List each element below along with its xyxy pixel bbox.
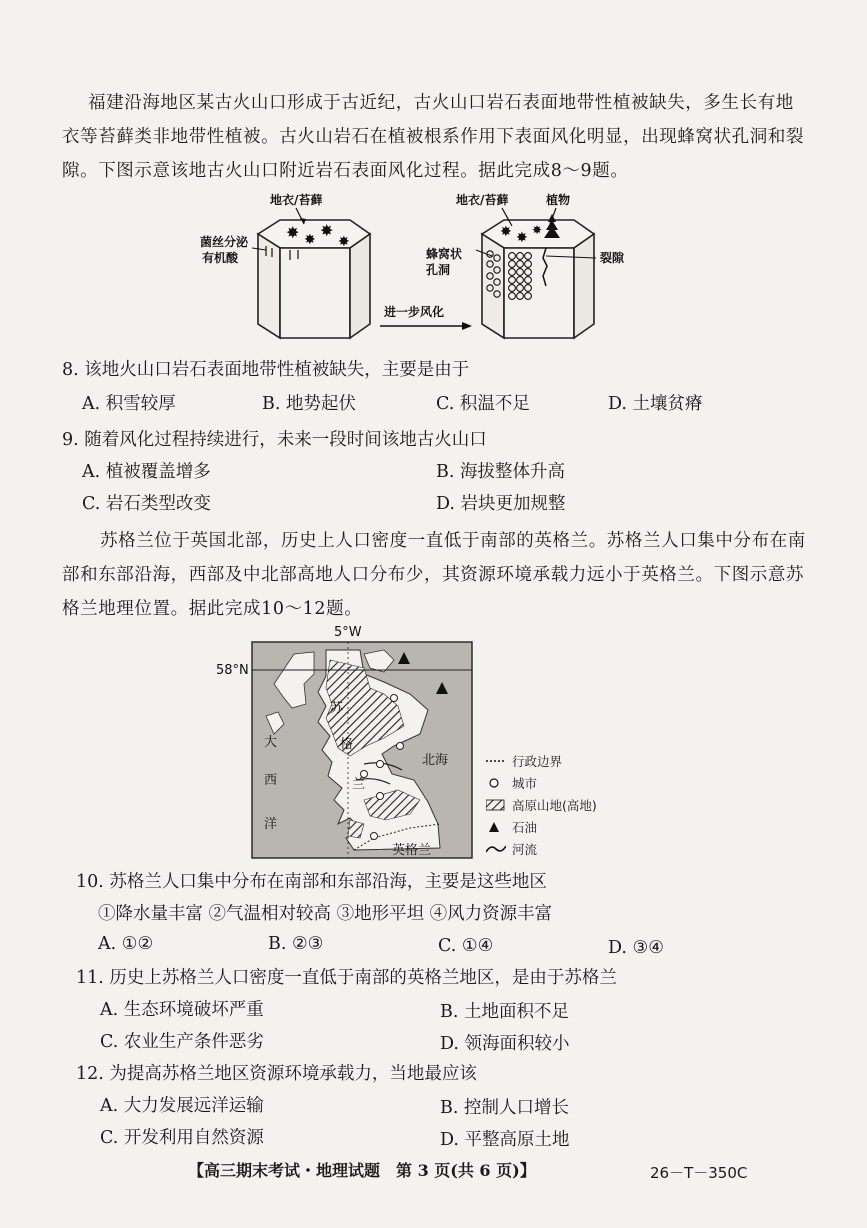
intro2-line1: 苏格兰位于英国北部，历史上人口密度一直低于南部的英格兰。苏格兰人口集中分布在南	[100, 531, 806, 551]
weathering-diagram	[200, 186, 660, 350]
page-footer: 【高三期末考试・地理试题 第 3 页(共 6 页)】	[188, 1161, 536, 1180]
intro1-line2: 衣等苔藓类非地带性植被。古火山岩石在植被根系作用下表面风化明显，出现蜂窝状孔洞和裂	[62, 127, 805, 147]
moss-icon: ✸	[320, 221, 334, 240]
intro2-line3: 格兰地理位置。据此完成10～12题。	[62, 599, 363, 619]
legend-label: 城市	[512, 776, 538, 791]
q10-option-b: B. ②③	[268, 934, 324, 954]
legend-item	[486, 794, 597, 816]
intro1-line1: 福建沿海地区某古火山口形成于古近纪，古火山口岩石表面地带性植被缺失，多生长有地	[88, 93, 794, 113]
right-crack-label: 裂隙	[600, 251, 625, 265]
city-icon	[391, 695, 398, 702]
q8-option-c: C. 积温不足	[436, 394, 530, 414]
right-top-label-2: 植物	[546, 193, 571, 207]
legend-label: 行政边界	[512, 754, 563, 769]
left-rock-prism	[252, 208, 370, 338]
arrow-label: 进一步风化	[384, 305, 445, 319]
right-rock-prism	[476, 208, 596, 338]
legend-item	[486, 838, 597, 860]
legend-label: 石油	[512, 820, 538, 835]
left-side-label-1: 菌丝分泌	[200, 235, 249, 249]
q11-option-b: B. 土地面积不足	[440, 1002, 569, 1022]
left-top-label: 地衣/苔藓	[270, 193, 323, 207]
q9-option-b: B. 海拔整体升高	[436, 462, 565, 482]
oil-icon	[486, 820, 506, 834]
legend-item	[486, 750, 597, 772]
ocean-char-2: 西	[264, 773, 278, 788]
hatch-icon	[486, 798, 506, 812]
legend-item	[486, 816, 597, 838]
q10-stem: 10. 苏格兰人口集中分布在南部和东部沿海，主要是这些地区	[76, 872, 547, 892]
right-top-label: 地衣/苔藓	[456, 193, 509, 207]
q11-option-c: C. 农业生产条件恶劣	[100, 1032, 264, 1052]
right-side-label-1: 蜂窝状	[426, 247, 463, 261]
q12-option-d: D. 平整高原土地	[440, 1130, 570, 1150]
q10-option-a: A. ①②	[98, 934, 154, 954]
city-icon	[397, 743, 404, 750]
process-arrow	[380, 322, 472, 330]
ocean-char-3: 洋	[264, 817, 278, 832]
england-label: 英格兰	[392, 843, 432, 858]
exam-code: 26－T－350C	[650, 1164, 748, 1182]
river-icon	[486, 842, 506, 856]
moss-icon: ✸	[286, 223, 300, 242]
city-icon	[371, 833, 378, 840]
legend-item	[486, 772, 597, 794]
q11-stem: 11. 历史上苏格兰人口密度一直低于南部的英格兰地区，是由于苏格兰	[76, 968, 617, 988]
ocean-char-1: 大	[264, 735, 278, 750]
q9-option-a: A. 植被覆盖增多	[82, 462, 211, 482]
longitude-label: 5°W	[334, 625, 362, 640]
moss-icon: ✸	[516, 230, 528, 246]
region-char-1: 苏	[330, 701, 344, 716]
q11-option-a: A. 生态环境破坏严重	[100, 1000, 264, 1020]
q8-option-a: A. 积雪较厚	[82, 394, 176, 414]
right-side-label-2: 孔洞	[426, 263, 451, 277]
circle-icon	[486, 776, 506, 790]
region-char-2: 格	[340, 737, 354, 752]
dotted-line-icon	[486, 754, 506, 768]
moss-icon: ✸	[500, 224, 512, 240]
city-icon	[377, 761, 384, 768]
q12-option-a: A. 大力发展远洋运输	[100, 1096, 264, 1116]
q8-stem: 8. 该地火山口岩石表面地带性植被缺失，主要是由于	[62, 360, 470, 380]
q10-option-c: C. ①④	[438, 936, 494, 956]
q10-items: ①降水量丰富 ②气温相对较高 ③地形平坦 ④风力资源丰富	[98, 904, 553, 924]
left-side-label-2: 有机酸	[202, 251, 239, 265]
q9-option-c: C. 岩石类型改变	[82, 494, 211, 514]
region-char-3: 兰	[352, 777, 366, 792]
moss-icon: ✸	[532, 223, 543, 237]
city-icon	[377, 793, 384, 800]
q10-option-d: D. ③④	[608, 938, 664, 958]
q8-option-b: B. 地势起伏	[262, 394, 356, 414]
q8-option-d: D. 土壤贫瘠	[608, 394, 703, 414]
map-legend	[486, 750, 597, 860]
moss-icon: ✸	[304, 232, 316, 248]
q9-stem: 9. 随着风化过程持续进行，未来一段时间该地古火山口	[62, 430, 487, 450]
north-sea-label: 北海	[422, 753, 449, 768]
moss-icon: ✸	[338, 234, 350, 250]
q11-option-d: D. 领海面积较小	[440, 1034, 570, 1054]
q9-option-d: D. 岩块更加规整	[436, 494, 566, 514]
legend-label: 高原山地(高地)	[512, 798, 597, 813]
q12-option-b: B. 控制人口增长	[440, 1098, 569, 1118]
intro1-line3: 隙。下图示意该地古火山口附近岩石表面风化过程。据此完成8～9题。	[62, 161, 629, 181]
q12-stem: 12. 为提高苏格兰地区资源环境承载力，当地最应该	[76, 1064, 477, 1084]
scotland-map	[214, 624, 480, 864]
latitude-label: 58°N	[216, 663, 249, 678]
intro2-line2: 部和东部沿海，西部及中北部高地人口分布少，其资源环境承载力远小于英格兰。下图示意苏	[62, 565, 805, 585]
legend-label: 河流	[512, 842, 538, 857]
q12-option-c: C. 开发利用自然资源	[100, 1128, 264, 1148]
